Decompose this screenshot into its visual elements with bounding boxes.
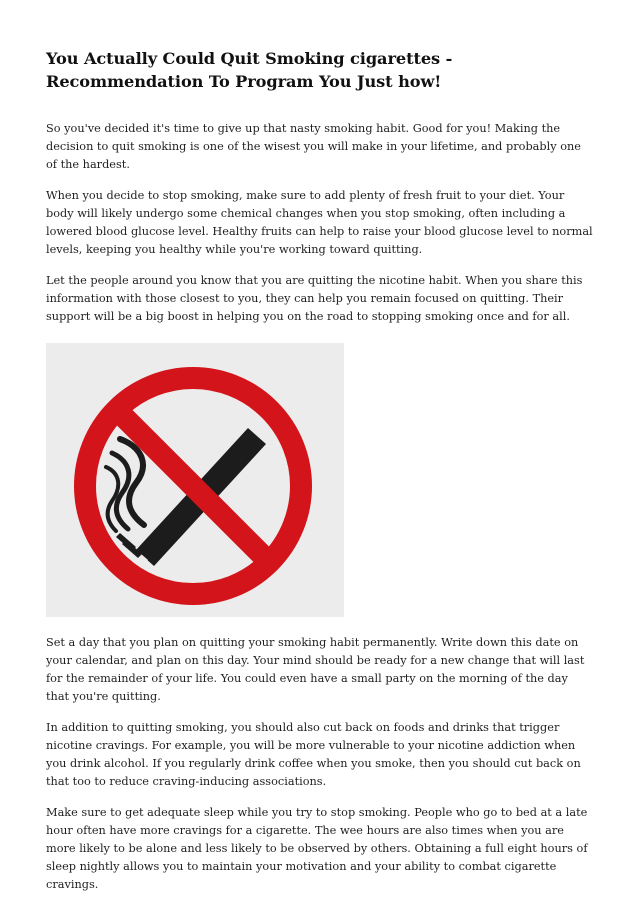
- paragraph-intro: So you've decided it's time to give up that nasty smoking habit. Good for you! Making the decision to quit smoking is one of the wisest you will make in your lifetime, and probably one of the hardest.: [46, 122, 581, 171]
- no-smoking-icon: [46, 343, 344, 617]
- paragraph-support: Let the people around you know that you are quitting the nicotine habit. When you share this information with those closest to you, they can help you remain focused on quitting. Their support will be a big boost in helping you on the road to stopping smoking once and for all.: [46, 274, 583, 323]
- paragraph-sleep: Make sure to get adequate sleep while you try to stop smoking. People who go to bed at a late hour often have more cravings for a cigarette. The wee hours are also times when you are more likely to be alone and less likely to be observed by others. Obtaining a full eight hours of sleep nightly allows you to maintain your motivation and your ability to combat cigarette cravings.: [46, 806, 588, 891]
- no-smoking-image: [46, 343, 344, 617]
- paragraph-triggers: In addition to quitting smoking, you should also cut back on foods and drinks that trigger nicotine cravings. For example, you will be more vulnerable to your nicotine addiction when you drink alcohol. If you regularly drink coffee when you smoke, then you should cut back on that too to reduce craving-inducing associations.: [46, 721, 581, 788]
- document-page: [46, 0, 594, 894]
- paragraph-quit-day: Set a day that you plan on quitting your smoking habit permanently. Write down this date on your calendar, and plan on this day. Your mind should be ready for a new change that will last for the remainder of your life. You could even have a small party on the morning of the day that you're quitting.: [46, 636, 585, 703]
- article-title: You Actually Could Quit Smoking cigarettes - Recommendation To Program You Just how!: [46, 49, 453, 91]
- paragraph-fruit: When you decide to stop smoking, make sure to add plenty of fresh fruit to your diet. Your body will likely undergo some chemical changes when you stop smoking, often including a lowered blood glucose level. Healthy fruits can help to raise your blood glucose level to normal levels, keeping you healthy while you're working toward quitting.: [46, 189, 593, 256]
